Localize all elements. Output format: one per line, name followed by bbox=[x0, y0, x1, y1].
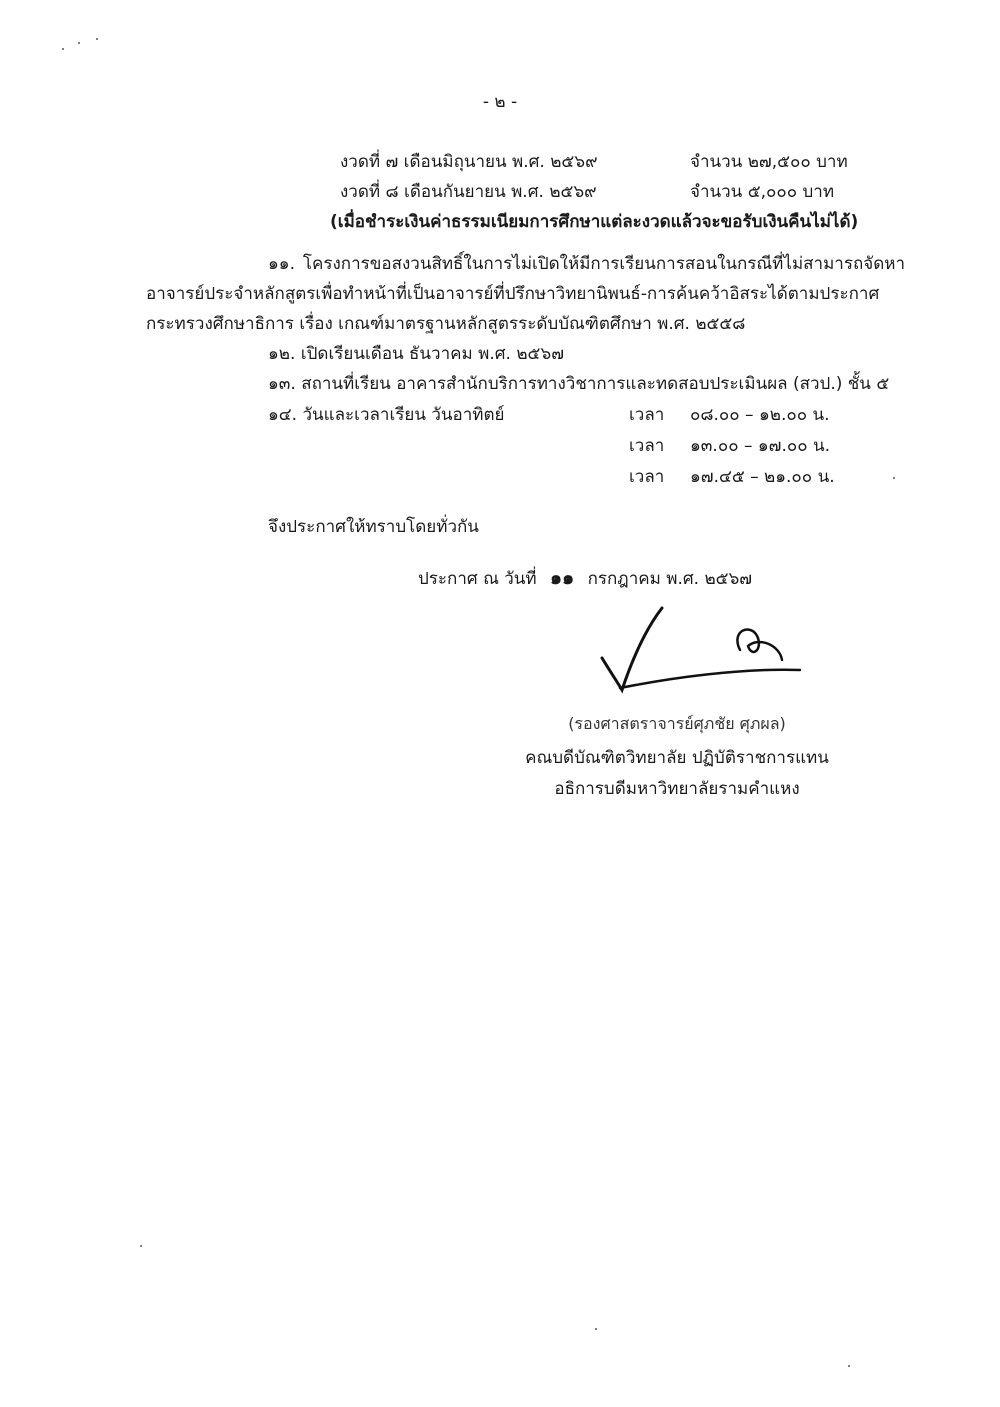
installment-7-label: งวดที่ ๗ เดือนมิถุนายน พ.ศ. ๒๕๖๙ bbox=[340, 152, 598, 172]
signatory-title-2: อธิการบดีมหาวิทยาลัยรามคำแหง bbox=[554, 779, 800, 799]
announce-date-suffix: กรกฎาคม พ.ศ. ๒๕๖๗ bbox=[587, 569, 753, 589]
signatory-title-1: คณบดีบัณฑิตวิทยาลัย ปฏิบัติราชการแทน bbox=[525, 748, 829, 768]
announce-date bbox=[418, 563, 752, 593]
clause-12: ๑๒. เปิดเรียนเดือน ธันวาคม พ.ศ. ๒๕๖๗ bbox=[268, 344, 564, 364]
time-word: เวลา bbox=[629, 467, 665, 487]
clause-11-line-2: อาจารย์ประจำหลักสูตรเพื่อทำหน้าที่เป็นอาจารย์ที่ปรึกษาวิทยานิพนธ์-การค้นคว้าอิสระได้ตามประกาศ bbox=[146, 284, 880, 304]
time-word: เวลา bbox=[629, 436, 665, 456]
page-number: - ๒ - bbox=[482, 92, 518, 112]
installment-7-amount: จำนวน ๒๗,๕๐๐ บาท bbox=[690, 152, 848, 172]
signatory-name: (รองศาสตราจารย์ศุภชัย ศุภผล) bbox=[568, 714, 786, 733]
refund-note: (เมื่อชำระเงินค่าธรรมเนียมการศึกษาแต่ละงวดแล้วจะขอรับเงินคืนไม่ได้) bbox=[330, 212, 859, 232]
clause-11-line-3: กระทรวงศึกษาธิการ เรื่อง เกณฑ์มาตรฐานหลักสูตรระดับบัณฑิตศึกษา พ.ศ. ๒๕๕๘ bbox=[146, 314, 746, 334]
scan-speck bbox=[78, 42, 80, 44]
scan-speck bbox=[595, 1328, 597, 1330]
announce-date-day: ๑๑ bbox=[550, 567, 575, 589]
time-range: ๑๗.๔๕ – ๒๑.๐๐ น. bbox=[690, 467, 835, 487]
closing-statement: จึงประกาศให้ทราบโดยทั่วกัน bbox=[268, 517, 479, 537]
scan-speck bbox=[140, 1245, 142, 1247]
clause-11-line-1: ๑๑. โครงการขอสงวนสิทธิ์ในการไม่เปิดให้มีการเรียนการสอนในกรณีที่ไม่สามารถจัดหา bbox=[268, 254, 905, 274]
scan-speck bbox=[62, 48, 64, 50]
clause-14-label: ๑๔. วันและเวลาเรียน วันอาทิตย์ bbox=[268, 405, 505, 425]
scan-speck bbox=[848, 1365, 850, 1367]
scan-speck bbox=[96, 38, 98, 40]
installment-8-label: งวดที่ ๘ เดือนกันยายน พ.ศ. ๒๕๖๙ bbox=[340, 182, 597, 202]
announce-date-prefix: ประกาศ ณ วันที่ bbox=[418, 569, 537, 589]
time-range: ๑๓.๐๐ – ๑๗.๐๐ น. bbox=[690, 436, 831, 456]
time-range: ๐๘.๐๐ – ๑๒.๐๐ น. bbox=[690, 405, 830, 425]
scan-speck bbox=[893, 477, 895, 479]
signature-image bbox=[590, 600, 820, 700]
time-word: เวลา bbox=[629, 405, 665, 425]
installment-8-amount: จำนวน ๕,๐๐๐ บาท bbox=[690, 182, 835, 202]
clause-13: ๑๓. สถานที่เรียน อาคารสำนักบริการทางวิชาการและทดสอบประเมินผล (สวป.) ชั้น ๕ bbox=[268, 374, 890, 394]
